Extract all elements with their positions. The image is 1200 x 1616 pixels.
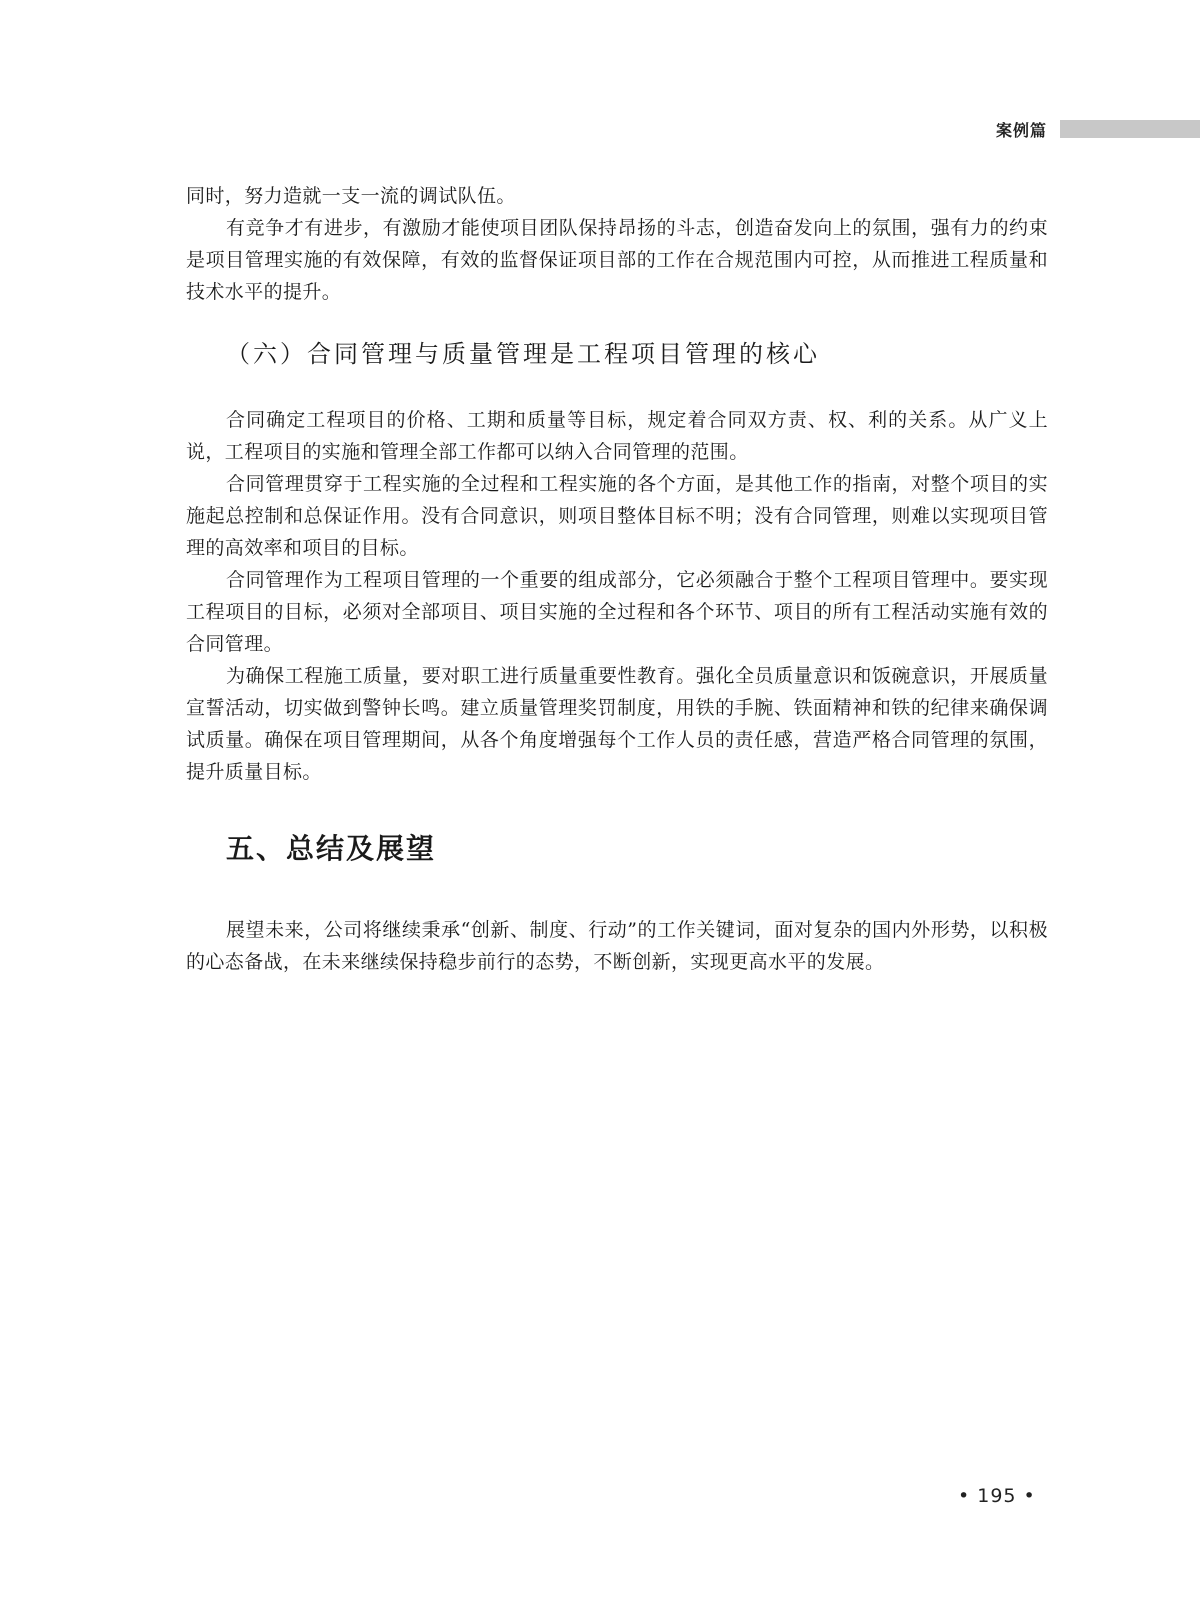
paragraph: 为确保工程施工质量，要对职工进行质量重要性教育。强化全员质量意识和饭碗意识，开展质量宣誓活动，切实做到警钟长鸣。建立质量管理奖罚制度，用铁的手腕、铁面精神和铁的纪律来确保调试质量。确保在项目管理期间，从各个角度增强每个工作人员的责任感，营造严格合同管理的氛围，提升质量目标。 bbox=[186, 665, 1048, 783]
header-decoration-bar bbox=[1060, 120, 1200, 138]
paragraph: 合同确定工程项目的价格、工期和质量等目标，规定着合同双方责、权、利的关系。从广义上说，工程项目的实施和管理全部工作都可以纳入合同管理的范围。 bbox=[186, 409, 1048, 463]
subsection-heading: （六）合同管理与质量管理是工程项目管理的核心 bbox=[226, 340, 820, 368]
running-header: 案例篇 bbox=[996, 121, 1048, 140]
paragraph: 展望未来，公司将继续秉承“创新、制度、行动”的工作关键词，面对复杂的国内外形势，以积极的心态备战，在未来继续保持稳步前行的态势，不断创新，实现更高水平的发展。 bbox=[186, 919, 1048, 973]
section-heading: 五、总结及展望 bbox=[226, 832, 437, 865]
paragraph-continuation: 同时，努力造就一支一流的调试队伍。 bbox=[186, 185, 516, 207]
page-number: • 195 • bbox=[958, 1485, 1036, 1507]
paragraph: 有竞争才有进步，有激励才能使项目团队保持昂扬的斗志，创造奋发向上的氛围，强有力的约束是项目管理实施的有效保障，有效的监督保证项目部的工作在合规范围内可控，从而推进工程质量和技术水平的提升。 bbox=[186, 217, 1048, 303]
paragraph: 合同管理贯穿于工程实施的全过程和工程实施的各个方面，是其他工作的指南，对整个项目的实施起总控制和总保证作用。没有合同意识，则项目整体目标不明；没有合同管理，则难以实现项目管理的高效率和项目的目标。 bbox=[186, 473, 1048, 559]
page-body bbox=[186, 180, 1048, 978]
paragraph: 合同管理作为工程项目管理的一个重要的组成部分，它必须融合于整个工程项目管理中。要实现工程项目的目标，必须对全部项目、项目实施的全过程和各个环节、项目的所有工程活动实施有效的合同管理。 bbox=[186, 569, 1048, 655]
